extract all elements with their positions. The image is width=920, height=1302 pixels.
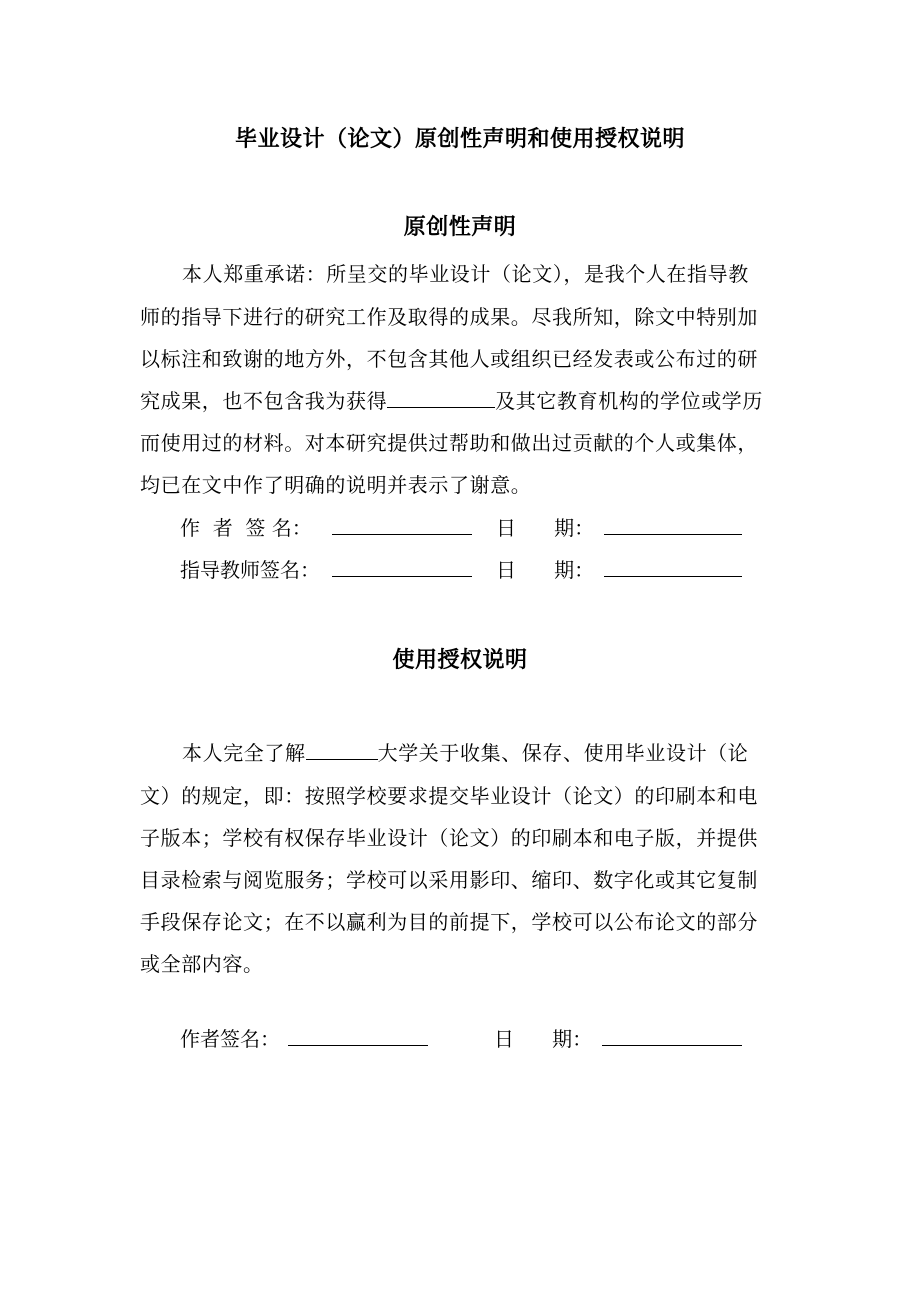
authorization-line-3: 子版本；学校有权保存毕业设计（论文）的印刷本和电子版，并提供 xyxy=(140,826,758,850)
originality-line-5: 而使用过的材料。对本研究提供过帮助和做出过贡献的个人或集体， xyxy=(140,431,758,455)
originality-line-4-end: 及其它教育机构的学位或学历 xyxy=(495,389,764,413)
advisor-signature-field[interactable] xyxy=(332,556,472,581)
authorization-line-1-start: 本人完全了解 xyxy=(182,741,306,765)
advisor-signature-row xyxy=(180,554,320,583)
authorization-line-4: 目录检索与阅览服务；学校可以采用影印、缩印、数字化或其它复制 xyxy=(140,868,758,892)
authorization-line-5: 手段保存论文；在不以赢利为目的前提下，学校可以公布论文的部分 xyxy=(140,910,758,934)
auth-author-signature-row xyxy=(180,1023,280,1052)
auth-author-signature-label: 作者签名： xyxy=(180,1027,280,1051)
advisor-date-field[interactable] xyxy=(604,556,742,581)
advisor-date-label: 日 期： xyxy=(496,558,595,582)
authorization-line-1 xyxy=(182,737,748,766)
authorization-line-6: 或全部内容。 xyxy=(140,952,264,976)
author-date-label: 日 期： xyxy=(496,516,595,540)
author-date-row xyxy=(496,512,594,541)
author-signature-field[interactable] xyxy=(332,514,472,539)
document-title: 毕业设计（论文）原创性声明和使用授权说明 xyxy=(234,127,685,152)
authorization-line-1-end: 大学关于收集、保存、使用毕业设计（论 xyxy=(377,741,749,765)
originality-line-1: 本人郑重承诺：所呈交的毕业设计（论文），是我个人在指导教 xyxy=(182,262,749,286)
advisor-date-row xyxy=(496,554,594,583)
author-signature-label: 作 者 签 名： xyxy=(180,516,312,540)
originality-line-6: 均已在文中作了明确的说明并表示了谢意。 xyxy=(140,473,532,497)
author-date-field[interactable] xyxy=(604,514,742,539)
originality-heading: 原创性声明 xyxy=(403,215,517,240)
auth-date-field[interactable] xyxy=(602,1025,742,1050)
auth-author-signature-field[interactable] xyxy=(288,1025,428,1050)
auth-date-label: 日 期： xyxy=(494,1027,593,1051)
originality-line-4-start: 究成果，也不包含我为获得 xyxy=(140,389,388,413)
originality-line-3: 以标注和致谢的地方外，不包含其他人或组织已经发表或公布过的研 xyxy=(140,347,758,371)
auth-date-row xyxy=(494,1023,592,1052)
authorization-heading: 使用授权说明 xyxy=(392,648,528,673)
advisor-signature-label: 指导教师签名： xyxy=(180,558,320,582)
author-signature-row xyxy=(180,512,312,541)
university-blank xyxy=(306,741,378,760)
originality-line-4 xyxy=(140,385,763,414)
originality-line-2: 师的指导下进行的研究工作及取得的成果。尽我所知，除文中特别加 xyxy=(140,305,758,329)
authorization-line-2: 文）的规定，即：按照学校要求提交毕业设计（论文）的印刷本和电 xyxy=(140,784,758,808)
degree-blank xyxy=(387,389,495,408)
